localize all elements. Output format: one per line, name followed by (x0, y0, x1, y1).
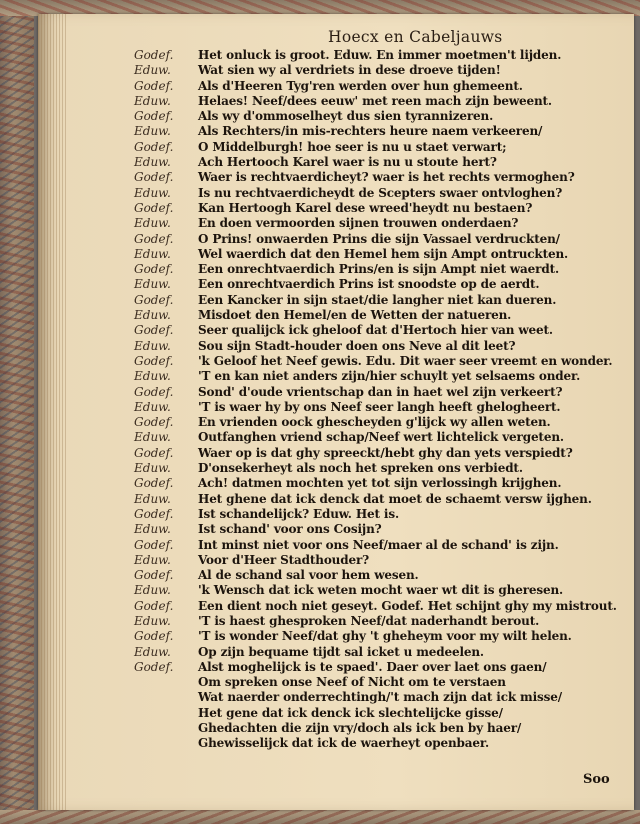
speaker-label: Godef. (134, 78, 174, 93)
speaker-label: Eduw. (134, 369, 171, 384)
speaker-label: Eduw. (134, 246, 171, 261)
speaker-label: Godef. (134, 506, 174, 521)
speaker-label: Godef. (134, 537, 174, 552)
verse-text: Sou sijn Stadt-houder doen ons Neve al dit leet? (198, 338, 516, 353)
verse-line (134, 262, 634, 277)
verse-line (134, 109, 634, 124)
speaker-label: Eduw. (134, 399, 171, 414)
speaker-label: Godef. (134, 292, 174, 307)
verse-line (134, 232, 634, 247)
verse-text: Het gene dat ick denck ick slechtelijcke gisse/ (198, 705, 503, 720)
verse-line (134, 736, 634, 751)
verse-line (134, 522, 634, 537)
verse-line (134, 354, 634, 369)
verse-line (134, 170, 634, 185)
verse-text: Ist schandelijck? Eduw. Het is. (198, 506, 399, 521)
verse-text: 'k Geloof het Neef gewis. Edu. Dit waer seer vreemt en wonder. (198, 353, 613, 368)
verse-text: Het onluck is groot. Eduw. En immer moetmen't lijden. (198, 48, 562, 62)
verse-text: Ghewisselijck dat ick de waerheyt openbaer. (198, 736, 489, 751)
verse-text: Een onrechtvaerdich Prins ist snoodste op de aerdt. (198, 277, 540, 292)
verse-line (134, 63, 634, 78)
verse-line (134, 538, 634, 553)
verse-text: 'T en kan niet anders zijn/hier schuylt yet selsaems onder. (198, 369, 581, 384)
speaker-label: Godef. (134, 200, 174, 215)
speaker-label: Godef. (134, 262, 174, 277)
page-stack-edges (38, 14, 68, 810)
verse-text: Seer qualijck ick gheloof dat d'Hertoch hier van weet. (198, 323, 553, 338)
verse-line (134, 430, 634, 445)
verse-line (134, 690, 634, 705)
speaker-label: Eduw. (134, 277, 171, 292)
verse-text: Het ghene dat ick denck dat moet de schaemt versw ijghen. (198, 491, 592, 506)
speaker-label: Godef. (134, 139, 174, 154)
verse-text: Ach! datmen mochten yet tot sijn verlossingh krijghen. (198, 476, 562, 491)
verse-line (134, 660, 634, 675)
verse-line (134, 645, 634, 660)
verse-text: Als wy d'ommoselheyt dus sien tyrannizeren. (198, 109, 494, 124)
verse-line (134, 339, 634, 354)
verse-text: Om spreken onse Neef of Nicht om te verstaen (198, 675, 506, 690)
verse-text: Als Rechters/in mis-rechters heure naem verkeeren/ (198, 124, 543, 139)
verse-line (134, 614, 634, 629)
verse-text: 'T is haest ghesproken Neef/dat naderhandt berout. (198, 613, 540, 628)
verse-text: Ist schand' voor ons Cosijn? (198, 522, 382, 537)
cover-bottom-edge (0, 810, 640, 824)
verse-text: Sond' d'oude vrientschap dan in haet wel zijn verkeert? (198, 384, 563, 399)
verse-line (134, 446, 634, 461)
speaker-label: Godef. (134, 659, 174, 674)
verse-line (134, 721, 634, 736)
verse-text: Een dient noch niet geseyt. Godef. Het schijnt ghy my mistrout. (198, 598, 617, 613)
speaker-label: Eduw. (134, 308, 171, 323)
verse-line (134, 323, 634, 338)
verse-line (134, 400, 634, 415)
verse-line (134, 94, 634, 109)
verse-text: O Prins! onwaerden Prins die sijn Vassael verdruckten/ (198, 231, 560, 246)
speaker-label: Eduw. (134, 552, 171, 567)
book-binding (0, 0, 34, 824)
verse-text: D'onsekerheyt als noch het spreken ons verbiedt. (198, 461, 523, 476)
speaker-label: Godef. (134, 598, 174, 613)
verse-text: O Middelburgh! hoe seer is nu u staet verwart; (198, 139, 507, 154)
verse-line (134, 476, 634, 491)
running-head: Hoecx en Cabeljauws (328, 28, 503, 46)
speaker-label: Eduw. (134, 583, 171, 598)
verse-line (134, 675, 634, 690)
speaker-label: Godef. (134, 445, 174, 460)
verse-line (134, 599, 634, 614)
catchword: Soo (583, 772, 610, 787)
verse-text: Outfanghen vriend schap/Neef wert lichtelick vergeten. (198, 430, 564, 445)
verse-text: 'k Wensch dat ick weten mocht waer wt dit is gheresen. (198, 583, 564, 598)
verse-text: Kan Hertoogh Karel dese wreed'heydt nu bestaen? (198, 200, 533, 215)
verse-line (134, 492, 634, 507)
verse-line (134, 186, 634, 201)
verse-line (134, 216, 634, 231)
speaker-label: Eduw. (134, 185, 171, 200)
speaker-label: Godef. (134, 629, 174, 644)
verse-text: Alst moghelijck is te spaed'. Daer over laet ons gaen/ (198, 659, 547, 674)
verse-text: Wat sien wy al verdriets in dese droeve tijden! (198, 63, 501, 78)
verse-line (134, 201, 634, 216)
speaker-label: Eduw. (134, 522, 171, 537)
speaker-label: Eduw. (134, 613, 171, 628)
verse-line (134, 247, 634, 262)
verse-text: Is nu rechtvaerdicheydt de Scepters swaer ontvloghen? (198, 185, 563, 200)
verse-text: Ach Hertooch Karel waer is nu u stoute hert? (198, 155, 497, 170)
verse-line (134, 369, 634, 384)
speaker-label: Eduw. (134, 93, 171, 108)
verse-text: En doen vermoorden sijnen trouwen onderdaen? (198, 216, 519, 231)
verse-text: Int minst niet voor ons Neef/maer al de schand' is zijn. (198, 537, 559, 552)
speaker-label: Eduw. (134, 491, 171, 506)
verse-text: Op zijn bequame tijdt sal icket u medeelen. (198, 644, 484, 659)
speaker-label: Godef. (134, 109, 174, 124)
verse-text: Waer op is dat ghy spreeckt/hebt ghy dan yets verspiedt? (198, 445, 573, 460)
speaker-label: Godef. (134, 568, 174, 583)
verse-line (134, 706, 634, 721)
verse-line (134, 568, 634, 583)
speaker-label: Godef. (134, 231, 174, 246)
speaker-label: Eduw. (134, 216, 171, 231)
verse-text: Helaes! Neef/dees eeuw' met reen mach zijn beweent. (198, 93, 552, 108)
verse-text: Misdoet den Hemel/en de Wetten der natueren. (198, 308, 512, 323)
speaker-label: Godef. (134, 170, 174, 185)
speaker-label: Eduw. (134, 430, 171, 445)
verse-text: Ghedachten die zijn vry/doch als ick ben by haer/ (198, 721, 522, 736)
verse-line (134, 308, 634, 323)
verse-text: Een Kancker in sijn staet/die langher niet kan dueren. (198, 292, 557, 307)
verse-line (134, 48, 634, 63)
speaker-label: Godef. (134, 353, 174, 368)
speaker-label: Godef. (134, 323, 174, 338)
book-page (38, 14, 634, 810)
verse-text: Al de schand sal voor hem wesen. (198, 568, 419, 583)
verse-line (134, 293, 634, 308)
verse-text: 'T is waer hy by ons Neef seer langh heeft ghelogheert. (198, 399, 561, 414)
speaker-label: Godef. (134, 384, 174, 399)
verse-line (134, 277, 634, 292)
verse-line (134, 385, 634, 400)
verse-text: Wel waerdich dat den Hemel hem sijn Ampt ontruckten. (198, 246, 569, 261)
verse-text: En vrienden oock ghescheyden g'lijck wy allen weten. (198, 415, 551, 430)
verse-line (134, 124, 634, 139)
speaker-label: Godef. (134, 415, 174, 430)
speaker-label: Godef. (134, 48, 174, 62)
verse-text: 'T is wonder Neef/dat ghy 't gheheym voor my wilt helen. (198, 629, 572, 644)
verse-line (134, 79, 634, 94)
speaker-label: Godef. (134, 476, 174, 491)
speaker-label: Eduw. (134, 644, 171, 659)
verse-text: Wat naerder onderrechtingh/'t mach zijn dat ick misse/ (198, 690, 562, 705)
speaker-label: Eduw. (134, 338, 171, 353)
verse-line (134, 507, 634, 522)
verse-lines (134, 48, 634, 752)
verse-line (134, 553, 634, 568)
verse-line (134, 583, 634, 598)
verse-text: Een onrechtvaerdich Prins/en is sijn Ampt niet waerdt. (198, 262, 559, 277)
verse-line (134, 415, 634, 430)
verse-text: Als d'Heeren Tyg'ren werden over hun ghemeent. (198, 78, 523, 93)
speaker-label: Eduw. (134, 63, 171, 78)
verse-text: Waer is rechtvaerdicheyt? waer is het rechts vermoghen? (198, 170, 575, 185)
speaker-label: Eduw. (134, 461, 171, 476)
verse-line (134, 155, 634, 170)
speaker-label: Eduw. (134, 124, 171, 139)
verse-text: Voor d'Heer Stadthouder? (198, 552, 370, 567)
verse-line (134, 629, 634, 644)
verse-line (134, 461, 634, 476)
speaker-label: Eduw. (134, 155, 171, 170)
verse-line (134, 140, 634, 155)
